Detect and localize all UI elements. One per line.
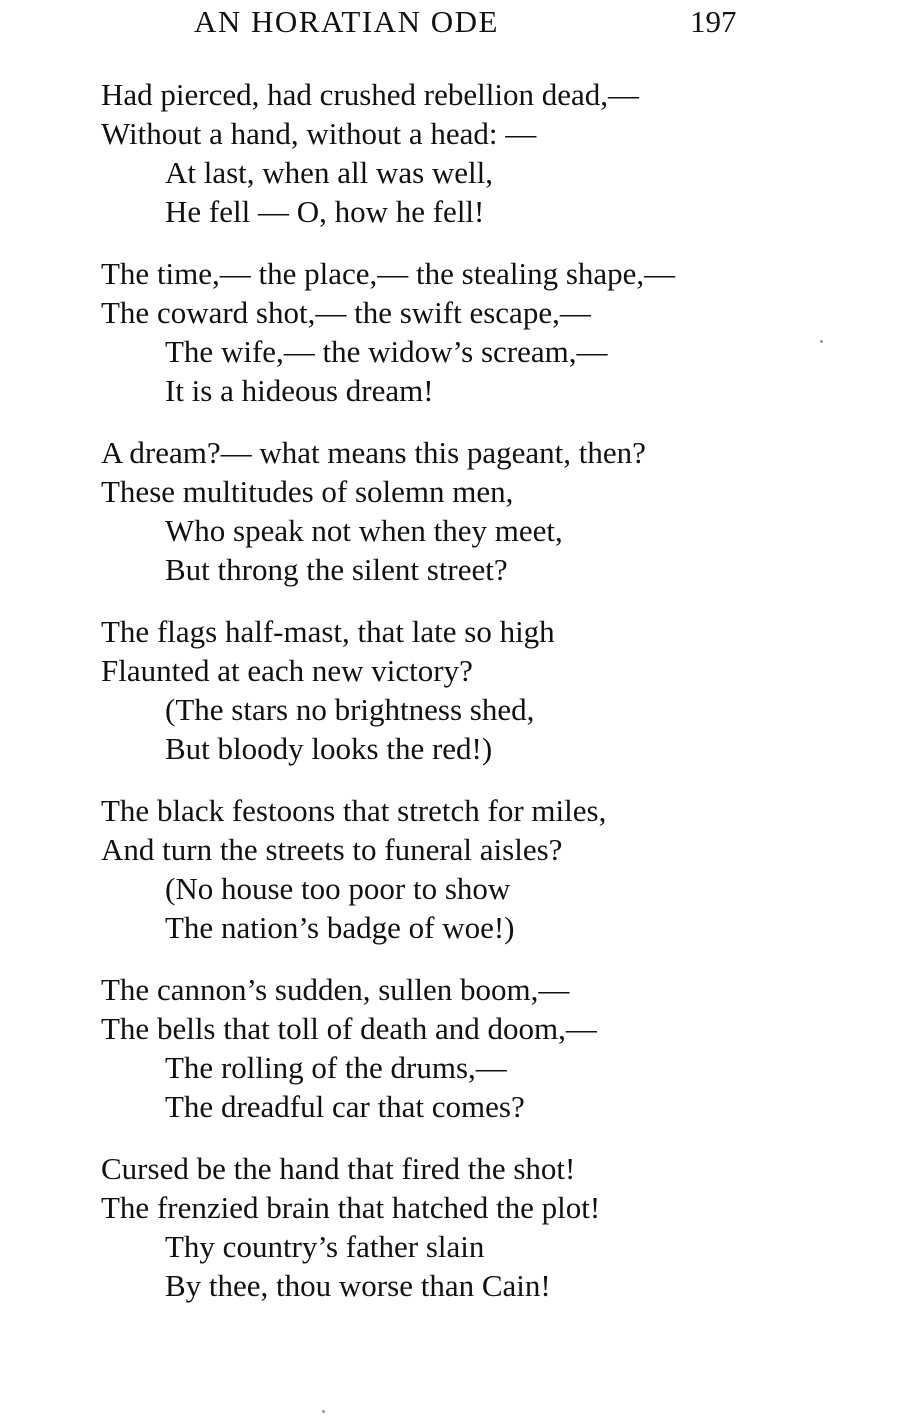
running-title: AN HORATIAN ODE — [194, 4, 499, 39]
poem-line: The bells that toll of death and doom,— — [101, 1011, 597, 1046]
stanza-5 — [101, 791, 861, 947]
poem-line-indented: Thy country’s father slain — [165, 1229, 485, 1264]
poem — [101, 75, 861, 1328]
poem-line-indented: But bloody looks the red!) — [165, 731, 493, 766]
poem-line-indented: He fell — O, how he fell! — [165, 194, 485, 229]
stanza-2 — [101, 254, 861, 410]
stanza-3 — [101, 433, 861, 589]
poem-line: A dream?— what means this pageant, then? — [101, 435, 646, 470]
poem-line: And turn the streets to funeral aisles? — [101, 832, 563, 867]
poem-line: The flags half-mast, that late so high — [101, 614, 555, 649]
stanza-1 — [101, 75, 861, 231]
poem-line: These multitudes of solemn men, — [101, 474, 514, 509]
poem-line: The time,— the place,— the stealing shape,— — [101, 256, 676, 291]
poem-line-indented: (No house too poor to show — [165, 871, 511, 906]
paper-speck — [322, 1410, 325, 1413]
stanza-7 — [101, 1149, 861, 1305]
poem-line: The cannon’s sudden, sullen boom,— — [101, 972, 570, 1007]
poem-line-indented: The dreadful car that comes? — [165, 1089, 525, 1124]
poem-line: The coward shot,— the swift escape,— — [101, 295, 591, 330]
running-head — [0, 4, 900, 44]
poem-line: The frenzied brain that hatched the plot! — [101, 1190, 601, 1225]
poem-line-indented: It is a hideous dream! — [165, 373, 434, 408]
poem-line: The black festoons that stretch for miles, — [101, 793, 607, 828]
page-number: 197 — [690, 4, 737, 39]
poem-line-indented: The nation’s badge of woe!) — [165, 910, 515, 945]
poem-line-indented: At last, when all was well, — [165, 155, 494, 190]
poem-line-indented: Who speak not when they meet, — [165, 513, 563, 548]
poem-line-indented: By thee, thou worse than Cain! — [165, 1268, 551, 1303]
poem-line-indented: (The stars no brightness shed, — [165, 692, 535, 727]
poem-line: Had pierced, had crushed rebellion dead,— — [101, 77, 639, 112]
stanza-6 — [101, 970, 861, 1126]
poem-line: Flaunted at each new victory? — [101, 653, 473, 688]
paper-speck — [820, 340, 823, 343]
poem-line-indented: The rolling of the drums,— — [165, 1050, 507, 1085]
poem-line: Cursed be the hand that fired the shot! — [101, 1151, 576, 1186]
poem-line: Without a hand, without a head: — — [101, 116, 537, 151]
poem-line-indented: But throng the silent street? — [165, 552, 508, 587]
poem-line-indented: The wife,— the widow’s scream,— — [165, 334, 608, 369]
stanza-4 — [101, 612, 861, 768]
